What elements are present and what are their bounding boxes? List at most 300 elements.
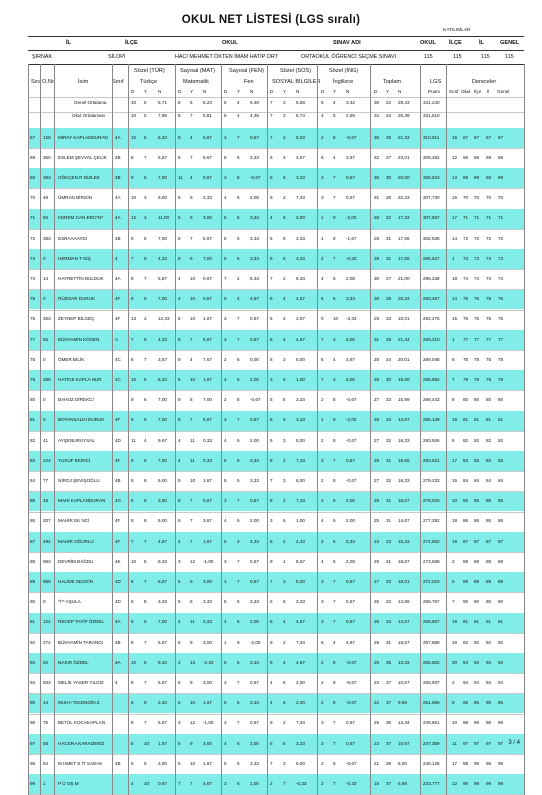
row-derece: 72 [474, 235, 480, 241]
row-value: 8 [237, 397, 240, 403]
row-value: 2 [321, 760, 324, 766]
average-value: 28,43 [398, 100, 410, 105]
row-value: 7 [190, 498, 193, 504]
header-rule-mid [28, 50, 524, 51]
average-value: 4 [237, 100, 240, 105]
row-value: 5 [178, 376, 181, 382]
row-value: 3 [283, 437, 286, 443]
row-puan: 288,882 [423, 376, 440, 382]
row-name: MAHİR EK NCİ [58, 518, 90, 524]
row-value: 3 [144, 195, 147, 201]
row-value: 9,67 [158, 437, 167, 443]
row-derece: 80 [474, 397, 480, 403]
average-value: 10 [131, 100, 137, 105]
row-derece: 95 [498, 700, 504, 706]
row-derece: 83 [486, 457, 492, 463]
row-value: 4,33 [158, 255, 167, 261]
row-value: 3 [283, 578, 286, 584]
row-value: 31 [386, 457, 392, 463]
row-value: 0,67 [158, 780, 167, 786]
row-puan: 308,623 [423, 174, 440, 180]
row-value: 13,99 [398, 599, 410, 605]
column-divider [28, 64, 29, 795]
row-value: 7 [237, 578, 240, 584]
col-mat: Matematik [183, 79, 209, 85]
row-value: 0,67 [250, 336, 259, 342]
row-value: 3,33 [203, 599, 212, 605]
row-derece: 11 [452, 740, 457, 746]
table-row [28, 593, 524, 613]
row-value: 4 [178, 619, 181, 625]
row-value: 0,67 [250, 679, 259, 685]
row-derece: 85 [486, 498, 492, 504]
row-value: 2 [321, 397, 324, 403]
row-value: 17,33 [398, 215, 410, 221]
row-value: 8 [270, 498, 273, 504]
row-value: 4 [283, 619, 286, 625]
average-value: 26,39 [398, 113, 410, 118]
row-derece: 15 [452, 316, 458, 322]
row-derece: 84 [498, 477, 504, 483]
row-value: 8 [333, 679, 336, 685]
row-value: 3,33 [250, 235, 259, 241]
okul-label: OKUL [222, 40, 238, 46]
row-value: 6 [270, 336, 273, 342]
row-name: GÖKÇEN R DİZLEK [58, 174, 100, 180]
average-value: 5,58 [296, 100, 305, 105]
row-value: 3 [283, 760, 286, 766]
row-value: 8,00 [398, 760, 407, 766]
row-value: 31 [374, 336, 380, 342]
average-value: 4,36 [250, 113, 259, 118]
row-derece: 2 [452, 679, 455, 685]
row-value: 8 [270, 457, 273, 463]
row-value: 7 [190, 518, 193, 524]
average-value: 8 [178, 100, 181, 105]
row-value: 5,67 [203, 417, 212, 423]
row-derece: 68 [474, 154, 480, 160]
row-derece: 81 [463, 417, 469, 423]
row-derece: 19 [452, 538, 458, 544]
row-value: -0,67 [346, 397, 357, 403]
row-value: 5 [144, 134, 147, 140]
row-value: 3,00 [158, 498, 167, 504]
column-divider [40, 64, 41, 795]
row-value: 5 [321, 296, 324, 302]
row-value: 4 [178, 275, 181, 281]
row-value: 10 [131, 659, 137, 665]
row-value: 28 [374, 215, 380, 221]
row-sira: 76 [30, 316, 36, 322]
row-value: 6,00 [296, 477, 305, 483]
row-value: 15,01 [398, 316, 410, 322]
row-name: HERMAN T NİŞ [58, 255, 91, 261]
sub-d-ilce: İlçe [474, 89, 482, 94]
column-divider [524, 64, 525, 795]
row-derece: 76 [474, 316, 480, 322]
row-derece: 70 [486, 195, 492, 201]
row-name: RÜZGAR DURUK [58, 296, 96, 302]
row-value: 5 [283, 235, 286, 241]
row-name: HATİCE KAPLA NUR [58, 376, 102, 382]
row-value: 2 [321, 255, 324, 261]
row-value: 2 [321, 477, 324, 483]
row-name: ESLEM ŞEVVAL ÇELİK [58, 154, 107, 160]
row-value: 6 [283, 215, 286, 221]
row-ono: 54 [43, 760, 49, 766]
row-derece: 74 [486, 275, 492, 281]
row-ono: 0 [43, 397, 46, 403]
row-derece: 93 [498, 659, 504, 665]
row-value: 1,67 [203, 538, 212, 544]
row-value: 3,33 [250, 215, 259, 221]
row-derece: 97 [463, 740, 469, 746]
row-value: 3,67 [346, 356, 355, 362]
row-sira: 67 [30, 134, 36, 140]
row-value: 34 [386, 619, 392, 625]
row-value: 5 [237, 154, 240, 160]
table-row [28, 330, 524, 350]
row-derece: 73 [486, 255, 492, 261]
header-rule-top [28, 36, 524, 37]
row-value: 32 [374, 154, 380, 160]
row-puan: 296,238 [423, 275, 440, 281]
row-derece: 91 [474, 619, 480, 625]
row-sinif: 4 [115, 255, 118, 261]
row-value: 3 [321, 740, 324, 746]
row-sinif: A [115, 336, 119, 342]
row-value: 0,67 [203, 275, 212, 281]
row-value: 37 [386, 780, 392, 786]
row-derece: 19 [452, 619, 458, 625]
row-derece: 94 [486, 679, 492, 685]
average-value: 24 [386, 113, 392, 118]
row-name: HAYRETTİN BULDUK [58, 275, 104, 281]
row-value: 6 [270, 619, 273, 625]
row-value: 7,33 [296, 195, 305, 201]
row-value: 3 [224, 679, 227, 685]
col-ilce-label: İLÇE [449, 40, 462, 46]
row-derece: 15 [452, 477, 458, 483]
row-value: 4 [224, 518, 227, 524]
row-name: BETÜL KOCAKAPLAN [58, 720, 106, 726]
row-value: 0,67 [250, 558, 259, 564]
row-value: 26 [374, 316, 380, 322]
row-sinif: 4F [115, 457, 121, 463]
row-value: 5 [270, 316, 273, 322]
row-value: 5 [270, 235, 273, 241]
row-value: 2 [144, 316, 147, 322]
row-value: 8 [131, 578, 134, 584]
row-value: 5,67 [203, 498, 212, 504]
column-divider [221, 64, 222, 795]
row-derece: 78 [463, 356, 469, 362]
row-value: 7,00 [158, 174, 167, 180]
page-number: 3 / 4 [508, 740, 520, 746]
row-value: 4 [333, 154, 336, 160]
row-value: 8 [178, 498, 181, 504]
row-value: 21,33 [398, 134, 410, 140]
row-name: ÖMER BİLİK [58, 356, 85, 362]
row-value: 10 [131, 195, 137, 201]
row-value: 2 [178, 659, 181, 665]
row-value: 2 [237, 275, 240, 281]
row-derece: 14 [452, 235, 458, 241]
row-value: 4 [144, 437, 147, 443]
row-derece: 68 [486, 154, 492, 160]
row-value: 7,00 [203, 255, 212, 261]
row-derece: 76 [498, 316, 504, 322]
row-value: 7,00 [203, 397, 212, 403]
row-value: 0 [321, 316, 324, 322]
row-value: 4 [270, 679, 273, 685]
row-value: -0,33 [346, 255, 357, 261]
row-ono: 388 [43, 376, 51, 382]
row-value: 6 [270, 296, 273, 302]
row-derece: 10 [452, 720, 458, 726]
row-value: 20,34 [398, 296, 410, 302]
row-derece: 96 [486, 720, 492, 726]
row-value: -2,00 [346, 417, 357, 423]
row-puan: 268,767 [423, 599, 440, 605]
row-value: 8 [131, 720, 134, 726]
average-value: 5 [321, 100, 324, 105]
row-value: 23,01 [398, 154, 410, 160]
row-derece: 73 [463, 255, 469, 261]
row-value: 29 [386, 296, 392, 302]
row-value: 2,00 [296, 215, 305, 221]
row-value: 5,68 [398, 780, 407, 786]
row-value: 2 [321, 538, 324, 544]
table-row [28, 391, 524, 411]
row-value: 7 [190, 538, 193, 544]
row-value: 5 [270, 255, 273, 261]
row-value: 6 [321, 639, 324, 645]
col-fen: Fen [244, 79, 254, 85]
row-value: 4 [333, 356, 336, 362]
row-value: 10 [190, 296, 196, 302]
row-derece: 84 [486, 477, 492, 483]
row-value: 3,33 [203, 195, 212, 201]
row-sira: 78 [30, 356, 36, 362]
row-ono: 122 [43, 619, 51, 625]
row-value: 11 [178, 174, 183, 180]
sub-y: Y [333, 89, 337, 94]
row-value: 0,67 [346, 174, 355, 180]
row-value: 2,00 [296, 679, 305, 685]
row-derece: 81 [474, 417, 480, 423]
average-value: 4 [333, 100, 336, 105]
row-puan: 307,567 [423, 215, 440, 221]
row-value: 10 [190, 316, 196, 322]
row-value: 5,67 [203, 336, 212, 342]
row-value: 3,33 [296, 174, 305, 180]
row-value: 7,33 [296, 720, 305, 726]
row-derece: 69 [463, 174, 469, 180]
row-sinif: 4C [115, 376, 121, 382]
row-value: 7 [144, 578, 147, 584]
row-value: 5 [144, 376, 147, 382]
row-value: 6 [144, 518, 147, 524]
row-value: 3,33 [250, 659, 259, 665]
row-value: 5 [237, 235, 240, 241]
column-divider [317, 64, 318, 795]
row-value: 5 [270, 599, 273, 605]
sub-n: N [296, 89, 300, 94]
row-puan: 307,730 [423, 195, 440, 201]
row-value: 31 [386, 255, 392, 261]
table-row [28, 229, 524, 249]
table-row [28, 451, 524, 471]
row-value: -1,00 [203, 558, 214, 564]
row-value: 8 [178, 154, 181, 160]
row-value: 22,33 [398, 195, 410, 201]
row-value: -0,67 [250, 174, 261, 180]
row-puan: 247,359 [423, 740, 440, 746]
row-value: 8 [333, 235, 336, 241]
row-ono: 75 [43, 720, 49, 726]
sub-y: Y [386, 89, 390, 94]
sub-y: Y [283, 89, 287, 94]
row-ono: 383 [43, 235, 51, 241]
row-value: 27 [374, 397, 380, 403]
row-value: 3 [224, 780, 227, 786]
row-sinif: 4A [115, 659, 121, 665]
row-value: 29 [374, 639, 380, 645]
row-value: 5 [224, 599, 227, 605]
col-ono: O.No [42, 79, 56, 85]
row-puan: 249,661 [423, 720, 440, 726]
row-derece: 84 [474, 477, 480, 483]
average-value: 36 [374, 100, 380, 105]
column-divider [175, 64, 176, 795]
row-value: 0,67 [346, 720, 355, 726]
row-value: 6 [178, 599, 181, 605]
row-derece: 80 [486, 397, 492, 403]
row-value: 8 [178, 417, 181, 423]
row-value: 7 [333, 174, 336, 180]
row-ono: 0 [43, 599, 46, 605]
row-derece: 7 [452, 599, 455, 605]
row-sira: 70 [30, 195, 36, 201]
row-value: 4 [224, 437, 227, 443]
row-value: 1,67 [203, 477, 212, 483]
row-ono: 49 [43, 195, 49, 201]
row-value: 31 [386, 235, 392, 241]
row-value: 6 [131, 760, 134, 766]
row-value: 5,00 [296, 437, 305, 443]
row-puan: 292,275 [423, 316, 440, 322]
row-value: 6 [131, 498, 134, 504]
row-value: 30 [374, 174, 380, 180]
row-value: 7,33 [296, 498, 305, 504]
row-value: 6 [224, 296, 227, 302]
row-value: 0,67 [346, 457, 355, 463]
row-name: HACERA KARADENİZ [58, 740, 105, 746]
row-value: 26 [374, 417, 380, 423]
row-derece: 12 [452, 154, 458, 160]
row-derece: 98 [498, 760, 504, 766]
row-value: 4,33 [250, 538, 259, 544]
row-value: 6 [237, 356, 240, 362]
row-value: 23 [386, 538, 392, 544]
row-derece: 88 [463, 558, 469, 564]
row-value: 9 [178, 356, 181, 362]
row-derece: 83 [463, 457, 469, 463]
row-value: 10 [144, 740, 150, 746]
row-value: -0,67 [346, 477, 357, 483]
row-value: 7 [144, 154, 147, 160]
average-value: 5 [333, 113, 336, 118]
row-value: 4 [178, 538, 181, 544]
row-value: 27 [374, 477, 380, 483]
table-row [28, 370, 524, 390]
row-value: 8 [333, 477, 336, 483]
row-sira: 81 [30, 417, 36, 423]
row-value: -0,33 [296, 780, 307, 786]
row-value: 7 [144, 538, 147, 544]
row-derece: 75 [463, 296, 469, 302]
row-value: 2 [321, 679, 324, 685]
row-value: 35 [386, 659, 392, 665]
row-value: 33 [386, 316, 392, 322]
row-value: 6 [237, 437, 240, 443]
row-value: 3,33 [250, 255, 259, 261]
row-value: 2,00 [250, 376, 259, 382]
row-value: 8 [144, 255, 147, 261]
sub-d: D [131, 89, 135, 94]
sub-n: N [346, 89, 350, 94]
row-value: 5 [131, 740, 134, 746]
row-value: 8 [333, 700, 336, 706]
row-sira: 99 [30, 780, 36, 786]
row-value: 3 [333, 376, 336, 382]
row-value: 25 [374, 518, 380, 524]
row-sira: 73 [30, 255, 36, 261]
row-derece: 99 [498, 780, 504, 786]
row-ono: 14 [43, 700, 49, 706]
row-value: 4 [190, 134, 193, 140]
row-value: 8 [144, 700, 147, 706]
row-puan: 268,607 [423, 619, 440, 625]
row-sinif: 4B [115, 760, 121, 766]
row-derece: 82 [486, 437, 492, 443]
row-value: 7,00 [158, 296, 167, 302]
row-derece: 70 [463, 195, 469, 201]
row-sinif: 4A [115, 195, 121, 201]
row-value: 25 [374, 599, 380, 605]
okul-value: HACI MEHMET ÖKTEN İMAM HATİP ORT [175, 54, 278, 60]
row-value: 2 [283, 457, 286, 463]
row-sira: 72 [30, 235, 36, 241]
row-derece: 77 [463, 336, 469, 342]
row-value: 7,00 [158, 457, 167, 463]
row-value: 3,33 [250, 700, 259, 706]
row-derece: 82 [498, 437, 504, 443]
row-value: 0,67 [203, 296, 212, 302]
row-value: 1,67 [203, 700, 212, 706]
row-value: 9 [131, 619, 134, 625]
row-puan: 272,023 [423, 578, 440, 584]
row-value: 8 [178, 134, 181, 140]
row-ono: 41 [43, 437, 49, 443]
row-value: 8 [131, 154, 134, 160]
row-derece: 97 [498, 740, 504, 746]
table-row [28, 290, 524, 310]
row-value: 13,34 [398, 720, 410, 726]
row-value: 3 [224, 417, 227, 423]
row-value: 29 [374, 376, 380, 382]
